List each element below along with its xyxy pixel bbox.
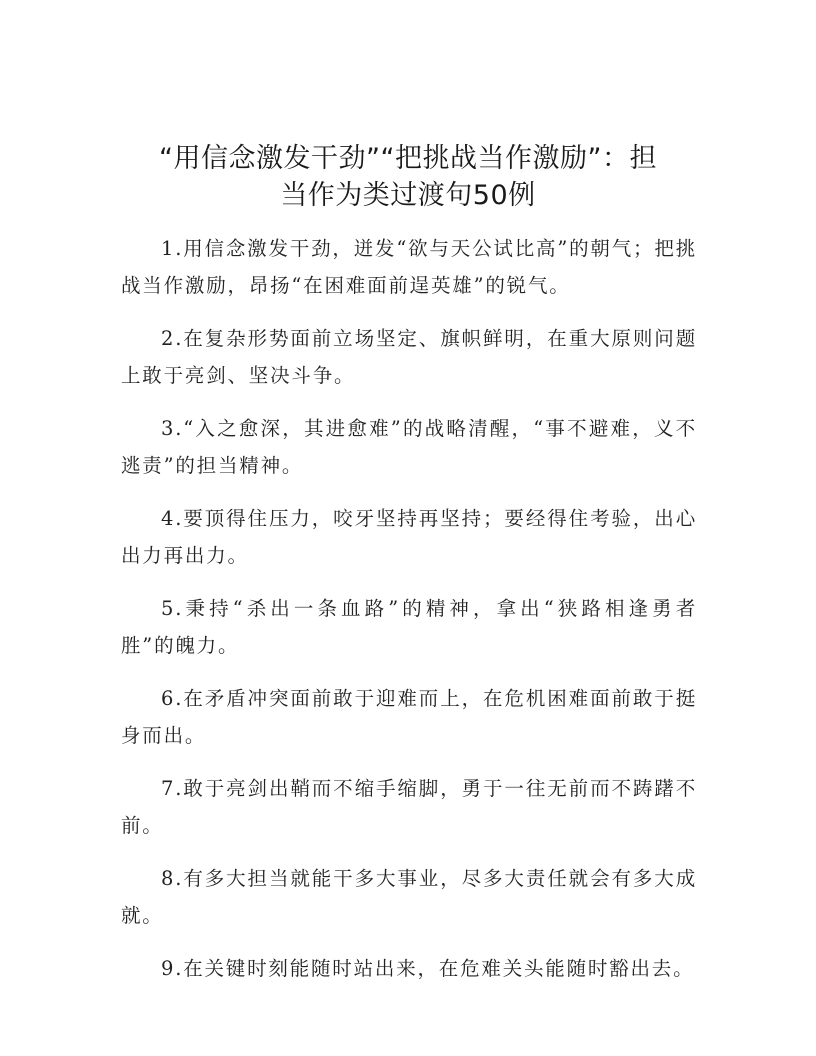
paragraph-1: 1.用信念激发干劲，迸发“欲与天公试比高”的朝气；把挑战当作激励，昂扬“在困难面前逞英雄”的锐气。 <box>121 237 697 297</box>
page-title <box>110 140 706 214</box>
document-body <box>121 230 697 1003</box>
paragraph-7: 7.敢于亮剑出鞘而不缩手缩脚，勇于一往无前而不踌躇不前。 <box>121 777 697 837</box>
title-line-2: 当作为类过渡句50例 <box>280 180 536 211</box>
title-line-1: “用信念激发干劲”“把挑战当作激励”：担 <box>159 143 657 174</box>
paragraph-8: 8.有多大担当就能干多大事业，尽多大责任就会有多大成就。 <box>121 867 697 927</box>
paragraph-2: 2.在复杂形势面前立场坚定、旗帜鲜明，在重大原则问题上敢于亮剑、坚决斗争。 <box>121 327 697 387</box>
paragraph-9: 9.在关键时刻能随时站出来，在危难关头能随时豁出去。 <box>161 957 695 980</box>
paragraph-6: 6.在矛盾冲突面前敢于迎难而上，在危机困难面前敢于挺身而出。 <box>121 687 697 747</box>
paragraph-5: 5.秉持“杀出一条血路”的精神，拿出“狭路相逢勇者胜”的魄力。 <box>121 597 697 657</box>
paragraph-3: 3.“入之愈深，其进愈难”的战略清醒，“事不避难，义不逃责”的担当精神。 <box>121 417 697 477</box>
paragraph-4: 4.要顶得住压力，咬牙坚持再坚持；要经得住考验，出心出力再出力。 <box>121 507 697 567</box>
